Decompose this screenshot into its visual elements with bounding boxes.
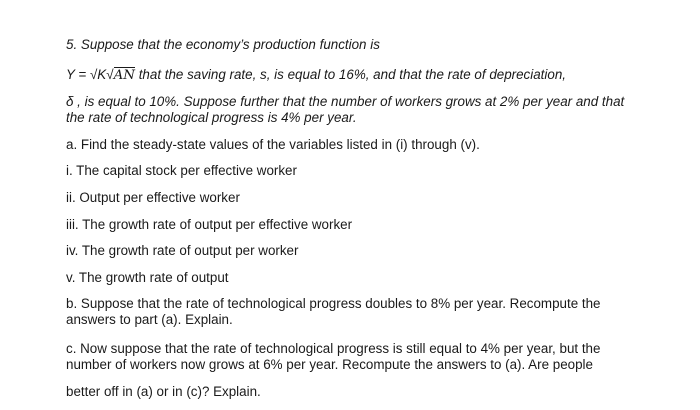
item-ii: ii. Output per effective worker [66, 190, 240, 205]
depreciation-paragraph: δ , is equal to 10%. Suppose further that the number of workers grows at 2% per year and that the rate of technological progress is 4% per year. [66, 94, 625, 125]
part-a: a. Find the steady-state values of the variables listed in (i) through (v). [66, 137, 480, 152]
item-iv: iv. The growth rate of output per worker [66, 243, 299, 258]
item-i: i. The capital stock per effective worker [66, 163, 297, 178]
item-iii: iii. The growth rate of output per effective worker [66, 217, 353, 232]
equation-prefix: Y = √K√ [66, 67, 114, 82]
production-function-line [66, 67, 626, 84]
item-v: v. The growth rate of output [66, 270, 229, 285]
part-b: b. Suppose that the rate of technological progress doubles to 8% per year. Recompute the answers to part (a). Explain. [66, 296, 601, 327]
equation-suffix: that the saving rate, s, is equal to 16%, and that the rate of depreciation, [134, 67, 566, 82]
equation-radicand: AN [113, 68, 135, 83]
part-c: c. Now suppose that the rate of technological progress is still equal to 4% per year, but the number of workers now grows at 6% per year. Recompute the answers to (a). Are people [66, 341, 601, 372]
problem-heading: 5. Suppose that the economy’s production function is [66, 37, 380, 52]
part-c-continued: better off in (a) or in (c)? Explain. [66, 384, 261, 399]
